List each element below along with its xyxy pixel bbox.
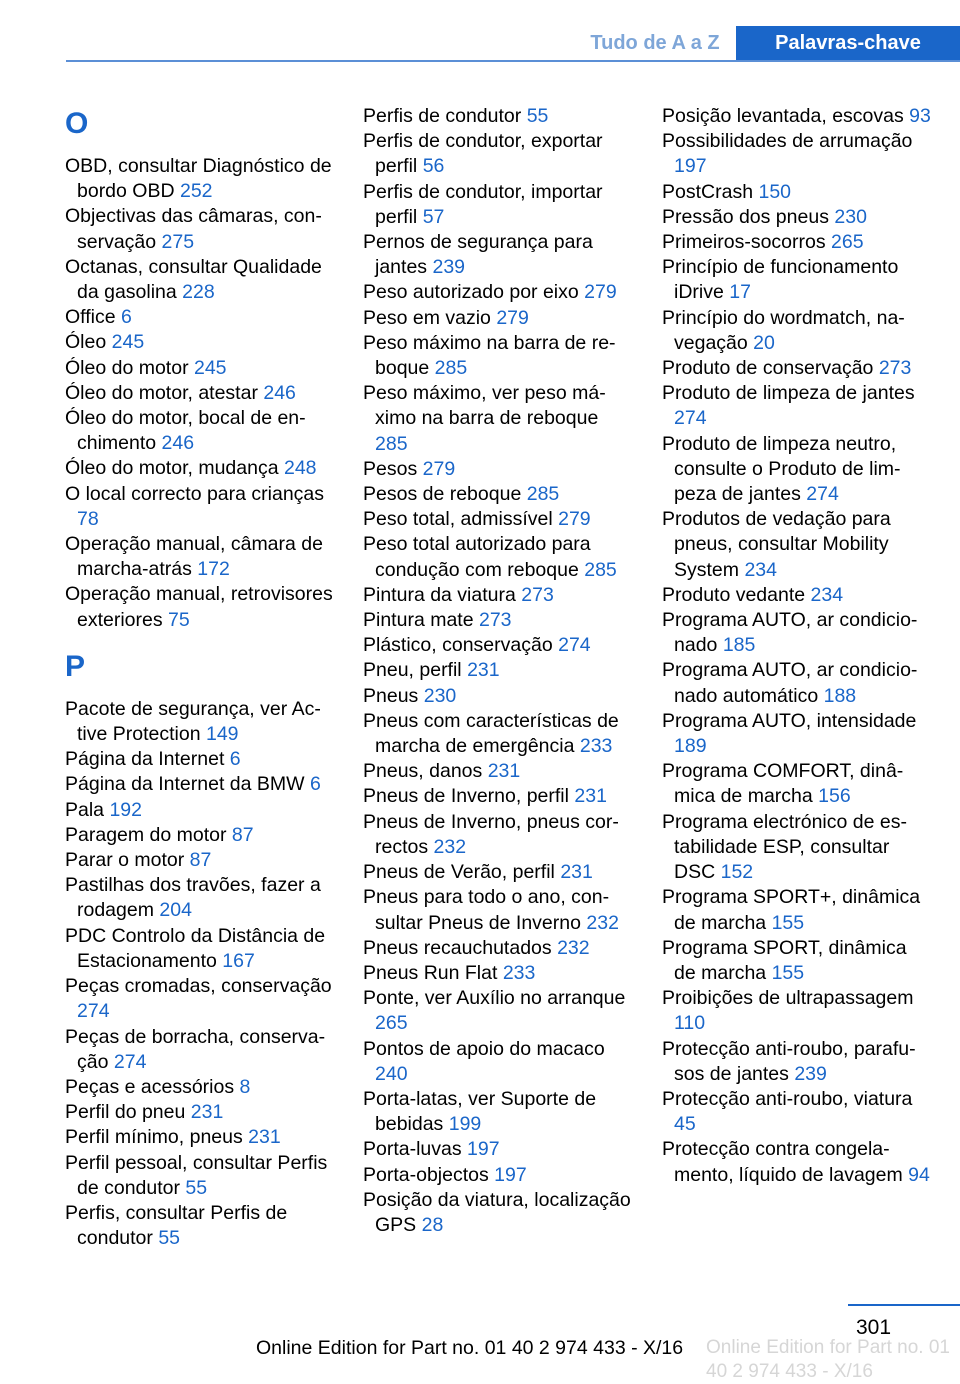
index-page-link[interactable]: 246 <box>161 432 195 455</box>
index-page-link[interactable]: 6 <box>229 748 241 771</box>
index-page-link[interactable]: 233 <box>579 735 613 758</box>
index-entry <box>662 608 932 658</box>
index-entry <box>363 860 633 885</box>
index-page-link[interactable]: 252 <box>179 180 213 203</box>
index-page-link[interactable]: 150 <box>758 180 792 203</box>
index-page-link[interactable]: 285 <box>584 558 617 581</box>
index-entry <box>363 507 633 532</box>
index-page-link[interactable]: 55 <box>185 1176 208 1199</box>
header-divider <box>66 60 960 62</box>
index-entry <box>363 658 633 683</box>
index-entry-text: Óleo do motor, atestar <box>65 381 258 404</box>
index-page-link[interactable]: 156 <box>818 785 851 808</box>
index-entry <box>363 784 633 809</box>
index-entry <box>65 154 335 204</box>
index-entry <box>662 885 932 935</box>
index-page-link[interactable]: 110 <box>674 1012 706 1035</box>
index-entry-text: Operação manual, retrovisores exteriores <box>65 583 333 631</box>
index-page-link[interactable]: 273 <box>478 609 512 632</box>
index-page-link[interactable]: 20 <box>753 331 775 354</box>
index-page-link[interactable]: 188 <box>823 684 857 707</box>
index-page-link[interactable]: 231 <box>248 1126 281 1149</box>
index-entry <box>363 885 633 935</box>
index-entry <box>363 1137 633 1162</box>
index-entry-text: Peças de borracha, conservação <box>65 1025 326 1073</box>
index-entry <box>363 608 633 633</box>
index-entry-text: Posição da viatura, localização GPS <box>363 1188 631 1236</box>
index-entry-text: Programa COMFORT, dinâmica de marcha <box>662 760 904 808</box>
index-page-link[interactable]: 285 <box>375 432 408 455</box>
index-page-link[interactable]: 240 <box>375 1062 408 1085</box>
index-entry-text: Pneus com características de marcha de emergência <box>363 709 619 758</box>
index-entry <box>363 1037 633 1087</box>
index-entry <box>363 180 633 230</box>
index-page-link[interactable]: 274 <box>558 634 591 657</box>
index-entry-text: Produto de limpeza neutro, consulte o Produto de limpeza de jantes <box>662 432 901 506</box>
index-entry <box>363 532 633 582</box>
index-entry <box>65 823 335 848</box>
index-entry-text: Óleo <box>65 331 107 354</box>
index-entry <box>65 974 335 1024</box>
index-entry-text: Página da Internet da BMW <box>65 773 305 796</box>
index-page-link[interactable]: 230 <box>834 205 867 228</box>
section-tab-a-to-z[interactable]: Tudo de A a Z <box>590 32 720 54</box>
index-page-link[interactable]: 8 <box>239 1075 251 1098</box>
index-column-3 <box>662 104 932 1188</box>
index-entry-text: Posição levantada, escovas <box>662 105 904 127</box>
index-entry-text: Pressão dos pneus <box>662 205 829 228</box>
index-entry-text: Perfil do pneu <box>65 1101 186 1124</box>
index-entry <box>65 255 335 305</box>
index-entry-text: Possibilidades de arrumação <box>662 130 913 153</box>
index-page-link[interactable]: 234 <box>810 583 844 606</box>
index-entry-text: PostCrash <box>662 180 754 203</box>
index-page-link[interactable]: 78 <box>77 507 99 530</box>
index-entry-text: Objectivas das câmaras, conservação <box>65 205 322 253</box>
index-page-link[interactable]: 87 <box>189 849 212 872</box>
index-entry-text: Operação manual, câmara de marcha-atrás <box>65 533 323 581</box>
index-entry <box>363 306 633 331</box>
index-page-link[interactable]: 231 <box>487 760 521 783</box>
index-entry <box>363 129 633 179</box>
index-entry-text: Programa SPORT, dinâmica de marcha <box>662 936 907 984</box>
index-page-link[interactable]: 6 <box>121 306 132 329</box>
index-entry <box>65 532 335 582</box>
index-entry-text: OBD, consultar Diagnóstico de bordo OBD <box>65 155 332 203</box>
index-entry-text: Pneus de Verão, perfil <box>363 861 555 884</box>
index-page-link[interactable]: 155 <box>771 911 805 934</box>
index-page-link[interactable]: 197 <box>674 155 707 178</box>
index-entry-text: Proibições de ultrapassagem <box>662 987 914 1010</box>
index-entry-text: Peso autorizado por eixo <box>363 281 579 304</box>
index-entry-text: Porta-luvas <box>363 1138 462 1161</box>
index-entry <box>363 961 633 986</box>
index-entry-text: Produto vedante <box>662 583 806 606</box>
index-entry <box>65 381 335 406</box>
index-entry <box>662 709 932 759</box>
index-entry-text: Pneu, perfil <box>363 659 462 682</box>
index-entry-text: Peso máximo, ver peso máximo na barra de reboque <box>363 382 606 430</box>
index-entry <box>662 1037 932 1087</box>
index-page-link[interactable]: 274 <box>77 1000 110 1023</box>
index-entry-text: Octanas, consultar Qualidade da gasolina <box>65 255 322 304</box>
index-entry-text: Perfis, consultar Perfis de condutor <box>65 1201 288 1250</box>
index-entry-text: Perfis de condutor <box>363 105 522 127</box>
index-entry-text: Peso total autorizado para condução com reboque <box>363 533 591 581</box>
index-page-link[interactable]: 285 <box>526 483 560 506</box>
index-page-link[interactable]: 245 <box>193 356 227 379</box>
index-entry-text: Pneus <box>363 684 419 707</box>
index-entry-text: Parar o motor <box>65 849 185 872</box>
index-page-link[interactable]: 265 <box>375 1012 408 1035</box>
index-entry <box>662 1087 932 1137</box>
index-page-link[interactable]: 231 <box>467 659 500 682</box>
index-page-link[interactable]: 248 <box>283 457 317 480</box>
index-page-link[interactable]: 197 <box>494 1163 527 1186</box>
index-page-link[interactable]: 231 <box>560 861 593 884</box>
index-entry <box>363 1188 633 1238</box>
index-page-link[interactable]: 75 <box>168 608 190 631</box>
index-entry-text: Página da Internet <box>65 748 225 771</box>
index-entry <box>65 1125 335 1150</box>
index-entry-text: Pesos <box>363 457 418 480</box>
index-entry <box>65 924 335 974</box>
index-entry <box>363 583 633 608</box>
index-entry-text: Porta-latas, ver Suporte de bebidas <box>363 1087 597 1136</box>
page-number: 301 <box>856 1316 892 1339</box>
index-entry-text: Pintura mate <box>363 609 474 632</box>
index-entry-text: Programa AUTO, ar condicionado automático <box>662 659 918 707</box>
index-entry <box>662 759 932 809</box>
index-entry <box>65 1025 335 1075</box>
index-entry <box>662 936 932 986</box>
index-entry <box>363 331 633 381</box>
index-entry <box>662 230 932 255</box>
index-entry <box>363 230 633 280</box>
index-column-2 <box>363 104 633 1238</box>
index-entry <box>65 1100 335 1125</box>
index-entry <box>363 1163 633 1188</box>
index-page-link[interactable]: 274 <box>806 483 839 506</box>
index-entry <box>662 381 932 431</box>
index-page-link[interactable]: 279 <box>422 457 456 480</box>
index-entry <box>662 104 932 129</box>
index-entry <box>65 204 335 254</box>
index-column-1 <box>65 104 335 1251</box>
index-page-link[interactable]: 155 <box>771 961 805 984</box>
index-entry <box>65 772 335 797</box>
index-entry-text: Primeiros-socorros <box>662 231 826 254</box>
index-entry-text: Protecção anti-roubo, parafusos de jantes <box>662 1037 916 1085</box>
index-entry-text: Pacote de segurança, ver Active Protection <box>65 697 321 746</box>
index-entry <box>363 810 633 860</box>
index-page-link[interactable]: 94 <box>908 1163 930 1186</box>
index-page-link[interactable]: 167 <box>222 949 255 972</box>
index-entry-text: Pontos de apoio do macaco <box>363 1037 605 1060</box>
index-page-link[interactable]: 279 <box>584 281 617 304</box>
index-entry <box>363 1087 633 1137</box>
index-entry <box>65 1201 335 1251</box>
index-entry-text: Pneus para todo o ano, consultar Pneus de Inverno <box>363 886 610 934</box>
index-page-link[interactable]: 231 <box>574 785 607 808</box>
index-entry-text: Óleo do motor, bocal de enchimento <box>65 407 306 455</box>
index-entry-text: Perfis de condutor, exportar perfil <box>363 130 603 178</box>
index-entry <box>363 457 633 482</box>
index-entry <box>65 456 335 481</box>
index-page-link[interactable]: 17 <box>729 281 751 304</box>
index-entry <box>65 482 335 532</box>
index-page-link[interactable]: 55 <box>158 1227 181 1250</box>
index-entry <box>363 104 633 129</box>
index-page-link[interactable]: 275 <box>161 230 195 253</box>
index-page-link[interactable]: 231 <box>190 1101 224 1124</box>
index-entry <box>65 798 335 823</box>
index-page-link[interactable]: 189 <box>674 735 707 758</box>
index-entry-text: Protecção contra congelamento, líquido de lavagem <box>662 1138 903 1186</box>
index-entry <box>662 356 932 381</box>
index-entry-text: Pneus de Inverno, pneus correctos <box>363 810 619 858</box>
index-entry <box>662 306 932 356</box>
index-entry <box>65 330 335 355</box>
index-entry-text: Pneus, danos <box>363 760 483 783</box>
index-entry-text: Perfil pessoal, consultar Perfis de condutor <box>65 1151 328 1199</box>
index-entry-text: Pneus recauchutados <box>363 936 552 959</box>
index-page-link[interactable]: 230 <box>423 684 457 707</box>
index-page-link[interactable]: 273 <box>521 583 554 606</box>
index-page-link[interactable]: 239 <box>432 256 466 279</box>
index-page-link[interactable]: 28 <box>421 1213 444 1236</box>
index-entry-text: Programa electrónico de estabilidade ESP, consultar DSC <box>662 810 907 884</box>
index-entry <box>662 180 932 205</box>
index-entry-text: Perfis de condutor, importar perfil <box>363 180 603 228</box>
index-entry-text: O local correcto para crianças <box>65 482 325 505</box>
edition-footer: Online Edition for Part no. 01 40 2 974 433 - X/16 <box>256 1337 684 1359</box>
index-entry <box>662 129 932 179</box>
index-entry-text: Programa AUTO, intensidade <box>662 709 917 732</box>
index-entry <box>65 406 335 456</box>
index-page-link[interactable]: 199 <box>448 1113 482 1136</box>
index-page-link[interactable]: 93 <box>909 105 931 127</box>
index-entry-text: Pneus de Inverno, perfil <box>363 785 569 808</box>
index-entry-text: Pala <box>65 798 105 821</box>
index-page-link[interactable]: 274 <box>113 1050 147 1073</box>
index-entry-text: Produto de limpeza de jantes <box>662 382 915 405</box>
index-entry-text: Paragem do motor <box>65 823 227 846</box>
index-entry <box>363 684 633 709</box>
watermark-text: Online Edition for Part no. 01 40 2 974 433 - X/16 <box>706 1337 950 1382</box>
index-entry-text: Porta-objectos <box>363 1163 489 1186</box>
index-entry <box>65 356 335 381</box>
index-entry-text: Pneus Run Flat <box>363 961 498 984</box>
index-page-link[interactable]: 57 <box>422 205 445 228</box>
index-entry <box>363 381 633 457</box>
index-entry <box>363 759 633 784</box>
index-page-link[interactable]: 55 <box>526 105 549 127</box>
index-entry <box>662 810 932 886</box>
index-entry <box>662 432 932 508</box>
index-entry <box>363 986 633 1036</box>
index-entry-text: Produtos de vedação para pneus, consultar Mobility System <box>662 508 891 581</box>
index-entry <box>363 280 633 305</box>
index-page-link[interactable]: 273 <box>878 357 912 380</box>
index-page-link[interactable]: 172 <box>197 558 230 581</box>
index-entry-text: Programa AUTO, ar condicionado <box>662 609 918 657</box>
index-page-link[interactable]: 185 <box>722 634 756 657</box>
index-page-link[interactable]: 228 <box>182 281 215 304</box>
index-page-link[interactable]: 279 <box>496 306 529 329</box>
index-entry-text: Peso total, admissível <box>363 508 553 531</box>
index-page-link[interactable]: 204 <box>159 899 192 922</box>
index-page-link[interactable]: 239 <box>794 1062 827 1085</box>
index-entry <box>662 986 932 1036</box>
index-entry-text: Pastilhas dos travões, fazer a rodagem <box>65 874 321 922</box>
index-page-link[interactable]: 234 <box>744 558 777 581</box>
index-entry <box>65 305 335 330</box>
index-entry <box>65 747 335 772</box>
footer-divider <box>848 1304 960 1306</box>
index-page-link[interactable]: 56 <box>422 155 445 178</box>
index-page-link[interactable]: 246 <box>263 381 296 404</box>
index-entry <box>65 1075 335 1100</box>
index-entry-text: Plástico, conservação <box>363 634 553 657</box>
index-page-link[interactable]: 245 <box>111 331 145 354</box>
index-page-link[interactable]: 274 <box>674 407 707 430</box>
index-entry <box>662 583 932 608</box>
index-entry-text: Pintura da viatura <box>363 583 516 606</box>
index-page-link[interactable]: 152 <box>720 861 754 884</box>
index-entry <box>662 1137 932 1187</box>
index-page-link[interactable]: 6 <box>309 773 321 796</box>
index-entry <box>363 709 633 759</box>
index-entry-text: Peso em vazio <box>363 306 491 329</box>
index-entry-text: Produto de conservação <box>662 357 874 380</box>
index-entry <box>65 582 335 632</box>
index-entry-text: Princípio do wordmatch, navegação <box>662 306 905 354</box>
index-page-link[interactable]: 197 <box>467 1138 500 1161</box>
index-page-link[interactable]: 285 <box>434 357 468 380</box>
index-entry-text: Programa SPORT+, dinâmica de marcha <box>662 886 921 934</box>
index-page-link[interactable]: 232 <box>433 835 467 858</box>
index-letter-heading: O <box>65 107 89 140</box>
index-entry <box>363 482 633 507</box>
index-entry <box>65 873 335 923</box>
index-page-link[interactable]: 232 <box>557 936 590 959</box>
index-entry-text: Óleo do motor <box>65 356 189 379</box>
index-entry-text: Perfil mínimo, pneus <box>65 1126 243 1149</box>
index-page-link[interactable]: 279 <box>558 508 591 531</box>
index-entry <box>65 848 335 873</box>
index-entry-text: Peso máximo na barra de reboque <box>363 331 616 380</box>
index-entry <box>662 658 932 708</box>
index-entry <box>662 205 932 230</box>
index-entry-text: Protecção anti-roubo, viatura <box>662 1087 913 1110</box>
index-entry <box>65 697 335 747</box>
index-entry-text: Peças e acessórios <box>65 1075 235 1098</box>
index-entry-text: Pesos de reboque <box>363 483 522 506</box>
index-letter-heading: P <box>65 649 86 683</box>
index-entry-text: Peças cromadas, conservação <box>65 975 332 998</box>
index-entry-text: Óleo do motor, mudança <box>65 457 279 480</box>
index-page-link[interactable]: 232 <box>586 911 619 934</box>
index-entry-text: Princípio de funcionamento iDrive <box>662 256 899 304</box>
index-entry-text: Office <box>65 306 116 329</box>
index-entry <box>662 507 932 583</box>
index-page-link[interactable]: 233 <box>502 961 536 984</box>
index-entry <box>662 255 932 305</box>
index-page-link[interactable]: 265 <box>831 231 864 254</box>
index-entry <box>65 1151 335 1201</box>
index-page-link[interactable]: 45 <box>674 1113 696 1136</box>
page-header <box>0 0 960 62</box>
index-entry-text: Pernos de segurança para jantes <box>363 231 593 279</box>
index-entry-text: Ponte, ver Auxílio no arranque <box>363 987 626 1010</box>
index-entry <box>363 936 633 961</box>
index-page-link[interactable]: 149 <box>205 723 239 746</box>
index-entry <box>363 633 633 658</box>
section-tab-keywords[interactable]: Palavras-chave <box>736 26 960 60</box>
index-entry-text: PDC Controlo da Distância de Estacionamento <box>65 924 326 972</box>
index-page-link[interactable]: 87 <box>231 823 254 846</box>
index-page-link[interactable]: 192 <box>109 798 142 821</box>
